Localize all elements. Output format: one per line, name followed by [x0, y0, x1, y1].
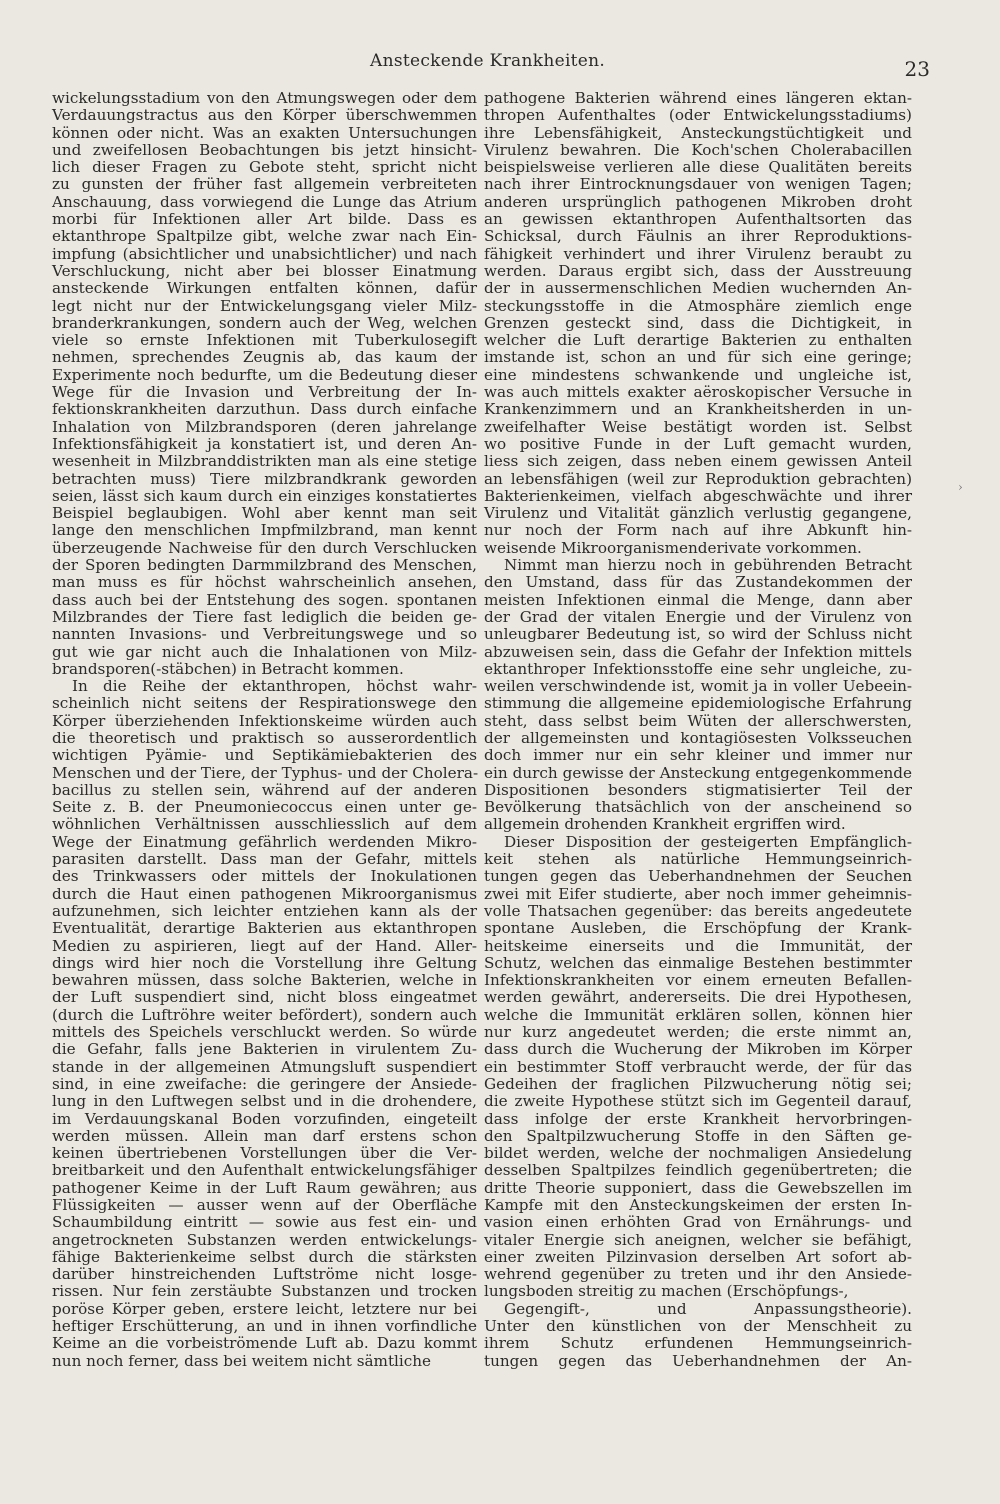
text-line: die Gefahr, falls jene Bakterien in virulentem Zu- — [52, 1040, 477, 1059]
text-line: Flüssigkeiten — ausser wenn auf der Oberfläche — [52, 1196, 477, 1214]
text-line: volle Thatsachen gegenüber: das bereits angedeutete — [484, 901, 912, 920]
text-line: nannten Invasions- und Verbreitungswege und so — [52, 625, 477, 644]
text-line: Gegengift-, und Anpassungstheorie). — [504, 1299, 912, 1318]
text-line: können oder nicht. Was an exakten Untersuchungen — [52, 123, 477, 142]
text-line: ihre Lebensfähigkeit, Ansteckungstüchtigkeit und — [484, 123, 912, 142]
text-line: der allgemeinsten und kontagiösesten Volksseuchen — [484, 728, 912, 747]
text-line: dass durch die Wucherung der Mikroben im Körper — [484, 1040, 912, 1059]
text-line: Unter den künstlichen von der Menschheit zu — [484, 1317, 912, 1336]
text-line: zwei mit Eifer studierte, aber noch immer geheimnis- — [484, 884, 912, 903]
text-line: nur noch der Form nach auf ihre Abkunft hin- — [484, 521, 912, 540]
text-line: breitbarkeit und den Aufenthalt entwickelungsfähiger — [52, 1161, 477, 1180]
text-line: Menschen und der Tiere, der Typhus- und der Cholera- — [52, 763, 479, 782]
text-line: viele so ernste Infektionen mit Tuberkulosegift — [52, 331, 477, 350]
text-line: des Trinkwassers oder mittels der Inokulationen — [52, 867, 477, 886]
text-line: angetrockneten Substanzen werden entwickelungs- — [52, 1230, 477, 1249]
text-line: Bevölkerung thatsächlich von der anscheinend so — [484, 798, 912, 817]
text-line: lich dieser Fragen zu Gebote steht, spricht nicht — [52, 158, 477, 177]
text-line: Kampfe mit den Ansteckungskeimen der ersten In- — [484, 1196, 912, 1214]
text-line: Dispositionen besonders stigmatisierter Teil der — [484, 780, 912, 799]
text-line: Grenzen gesteckt sind, dass die Dichtigkeit, in — [484, 313, 912, 332]
text-line: Schaumbildung eintritt — sowie aus fest ein- und — [52, 1213, 477, 1232]
text-line: anderen ursprünglich pathogenen Mikroben droht — [484, 192, 912, 211]
text-line: unleugbarer Bedeutung ist, so wird der Schluss nicht — [484, 625, 912, 644]
text-line: legt nicht nur der Entwickelungsgang vieler Milz- — [52, 296, 477, 315]
text-line: Eventualität, derartige Bakterien aus ektanthropen — [52, 919, 477, 938]
text-line: bacillus zu stellen sein, während auf der anderen — [52, 780, 477, 799]
text-line: keinen übertriebenen Vorstellungen über die Ver- — [52, 1144, 477, 1163]
text-line: zu gunsten der früher fast allgemein verbreiteten — [52, 175, 477, 194]
right-text-column — [484, 90, 912, 1370]
text-line: Keime an die vorbeiströmende Luft ab. Dazu kommt — [52, 1334, 477, 1353]
text-line: imstande ist, schon an und für sich eine geringe; — [484, 348, 912, 367]
text-line: Wege der Einatmung gefährlich werdenden Mikro- — [52, 832, 477, 851]
text-line: rissen. Nur fein zerstäubte Substanzen und trocken — [52, 1282, 477, 1301]
text-line: brandsporen(-stäbchen) in Betracht kommen. — [52, 659, 404, 678]
text-line: welcher die Luft derartige Bakterien zu enthalten — [484, 331, 912, 350]
text-line: fähige Bakterienkeime selbst durch die stärksten — [52, 1247, 477, 1266]
text-line: werden. Daraus ergibt sich, dass der Ausstreuung — [484, 261, 912, 280]
text-line: heftiger Erschütterung, an und in ihnen vorfindliche — [52, 1317, 477, 1336]
text-line: aufzunehmen, sich leichter entziehen kann als der — [52, 901, 477, 920]
text-line: Gedeihen der fraglichen Pilzwucherung nötig sei; — [484, 1074, 912, 1093]
text-line: dings wird hier noch die Vorstellung ihre Geltung — [52, 953, 477, 972]
text-line: wehrend gegenüber zu treten und ihr den Ansiede- — [484, 1265, 912, 1284]
text-line: tungen gegen das Ueberhandnehmen der An- — [484, 1351, 912, 1370]
text-line: werden gewährt, andererseits. Die drei Hypothesen, — [484, 988, 912, 1007]
text-line: liess sich zeigen, dass neben einem gewissen Anteil — [484, 452, 912, 471]
text-line: nur kurz angedeutet werden; die erste nimmt an, — [484, 1023, 912, 1042]
text-line: an lebensfähigen (weil zur Reproduktion gebrachten) — [484, 469, 912, 488]
text-line: wesenheit in Milzbranddistrikten man als eine stetige — [52, 452, 477, 471]
text-line: allgemein drohenden Krankheit ergriffen wird. — [484, 815, 846, 834]
text-line: steckungsstoffe in die Atmosphäre ziemlich enge — [484, 296, 912, 315]
text-line: heitskeime einerseits und die Immunität, der — [484, 936, 912, 955]
text-line: ansteckende Wirkungen entfalten können, dafür — [52, 279, 477, 298]
text-line: Schutz, welchen das einmalige Bestehen bestimmter — [484, 953, 912, 972]
text-line: die theoretisch und praktisch so ausserordentlich — [52, 728, 477, 747]
running-header-title: Ansteckende Krankheiten. — [370, 51, 606, 71]
text-line: wo positive Funde in der Luft gemacht wurden, — [484, 434, 912, 453]
text-line: Krankenzimmern und an Krankheitsherden in un- — [484, 400, 912, 419]
text-line: durch die Haut einen pathogenen Mikroorganismus — [52, 884, 477, 903]
text-line: lung in den Luftwegen selbst und in die drohendere, — [52, 1092, 477, 1111]
text-line: wichtigen Pyämie- und Septikämiebakterien des — [52, 746, 477, 765]
text-line: weilen verschwindende ist, womit ja in voller Uebeein- — [484, 677, 912, 696]
text-line: an gewissen ektanthropen Aufenthaltsorten das — [484, 210, 912, 229]
text-line: Anschauung, dass vorwiegend die Lunge das Atrium — [52, 192, 477, 211]
text-line: fähigkeit verhindert und ihrer Virulenz beraubt zu — [484, 244, 912, 263]
text-line: Verschluckung, nicht aber bei blosser Einatmung — [52, 261, 477, 280]
text-line: wöhnlichen Verhältnissen ausschliesslich auf dem — [52, 815, 477, 834]
text-line: sind, in eine zweifache: die geringere der Ansiede- — [52, 1074, 477, 1093]
text-line: pathogener Keime in der Luft Raum gewähren; aus — [52, 1178, 477, 1197]
text-line: ihrem Schutz erfundenen Hemmungseinrich- — [484, 1334, 912, 1353]
text-line: zweifelhafter Weise bestätigt worden ist. Selbst — [484, 417, 912, 436]
text-line: beispielsweise verlieren alle diese Qualitäten bereits — [484, 158, 912, 177]
text-line: eine mindestens schwankende und ungleiche ist, — [484, 365, 912, 384]
text-line: scheinlich nicht seitens der Respirationswege den — [52, 694, 477, 713]
text-line: Virulenz bewahren. Die Koch'schen Cholerabacillen — [484, 140, 912, 159]
text-line: Schicksal, durch Fäulnis an ihrer Reproduktions- — [484, 227, 912, 246]
text-line: ektanthroper Infektionsstoffe eine sehr ungleiche, zu- — [484, 659, 912, 678]
text-line: Wege für die Invasion und Verbreitung der In- — [52, 383, 477, 402]
text-line: was auch mittels exakter aëroskopischer Versuche in — [484, 383, 912, 402]
text-line: der Sporen bedingten Darmmilzbrand des Menschen, — [52, 556, 477, 575]
text-line: spontane Ausleben, die Erschöpfung der Krank- — [484, 919, 912, 938]
text-line: Inhalation von Milzbrandsporen (deren jahrelange — [52, 417, 477, 436]
text-line: den Spaltpilzwucherung Stoffe in den Säften ge- — [484, 1126, 912, 1145]
left-text-column — [52, 90, 477, 1370]
text-line: Medien zu aspirieren, liegt auf der Hand. Aller- — [52, 936, 477, 955]
text-line: impfung (absichtlicher und unabsichtlicher) und nach — [52, 244, 477, 263]
text-line: In die Reihe der ektanthropen, höchst wahr- — [72, 677, 477, 696]
text-line: Infektionsfähigkeit ja konstatiert ist, und deren An- — [52, 434, 477, 453]
text-line: der Luft suspendiert sind, nicht bloss eingeatmet — [52, 988, 477, 1007]
text-line: seien, lässt sich kaum durch ein einziges konstatiertes — [52, 486, 477, 505]
text-line: im Verdauungskanal Boden vorzufinden, eingeteilt — [52, 1109, 477, 1128]
text-line: Dieser Disposition der gesteigerten Empfänglich- — [504, 832, 912, 851]
text-line: einer zweiten Pilzinvasion derselben Art sofort ab- — [484, 1247, 912, 1266]
text-line: nehmen, sprechendes Zeugnis ab, das kaum der — [52, 348, 477, 367]
text-line: weisende Mikroorganismenderivate vorkommen. — [484, 538, 862, 557]
text-line: nun noch ferner, dass bei weitem nicht sämtliche — [52, 1351, 432, 1370]
text-line: meisten Infektionen einmal die Menge, dann aber — [484, 590, 912, 609]
text-line: Beispiel beglaubigen. Wohl aber kennt man seit — [52, 504, 477, 523]
text-line: Seite z. B. der Pneumoniecoccus einen unter ge- — [52, 798, 477, 817]
text-line: stande in der allgemeinen Atmungsluft suspendiert — [52, 1057, 477, 1076]
text-line: Virulenz und Vitalität gänzlich verlustig gegangene, — [484, 504, 912, 523]
text-line: und zweifellosen Beobachtungen bis jetzt hinsicht- — [52, 140, 477, 159]
text-line: werden müssen. Allein man darf erstens schon — [52, 1126, 477, 1145]
text-line: abzuweisen sein, dass die Gefahr der Infektion mittels — [484, 642, 912, 661]
text-line: ektanthrope Spaltpilze gibt, welche zwar nach Ein- — [52, 227, 477, 246]
text-line: dass infolge der erste Krankheit hervorbringen- — [484, 1109, 912, 1128]
text-line: tungen gegen das Ueberhandnehmen der Seuchen — [484, 867, 912, 886]
text-line: nach ihrer Eintrocknungsdauer von wenigen Tagen; — [484, 175, 912, 194]
text-line: die zweite Hypothese stützt sich im Gegenteil darauf, — [484, 1092, 912, 1111]
text-line: bildet werden, welche der nochmaligen Ansiedelung — [484, 1144, 912, 1163]
text-line: Verdauungstractus aus den Körper überschwemmen — [52, 106, 477, 125]
text-line: desselben Spaltpilzes feindlich gegenübertreten; die — [484, 1161, 912, 1180]
text-line: branderkrankungen, sondern auch der Weg, welchen — [52, 313, 477, 332]
text-line: keit stehen als natürliche Hemmungseinrich- — [484, 850, 912, 869]
text-line: ein durch gewisse der Ansteckung entgegenkommende — [484, 763, 912, 782]
text-line: steht, dass selbst beim Wüten der allerschwersten, — [484, 711, 912, 730]
text-line: Experimente noch bedurfte, um die Bedeutung dieser — [52, 365, 477, 384]
text-line: Milzbrandes der Tiere fast lediglich die beiden ge- — [52, 607, 477, 626]
text-line: morbi für Infektionen aller Art bilde. Dass es — [52, 210, 477, 229]
text-line: stimmung die allgemeine epidemiologische Erfahrung — [484, 694, 912, 713]
text-line: doch immer nur ein sehr kleiner und immer nur — [484, 746, 912, 765]
text-line: gut wie gar nicht auch die Inhalationen von Milz- — [52, 642, 477, 661]
text-line: vasion einen erhöhten Grad von Ernährungs- und — [484, 1213, 912, 1232]
text-line: lungsboden streitig zu machen (Erschöpfungs-, — [484, 1282, 849, 1301]
text-line: ein bestimmter Stoff verbraucht werde, der für das — [484, 1057, 912, 1076]
text-line: poröse Körper geben, erstere leicht, letztere nur bei — [52, 1299, 477, 1318]
text-line: pathogene Bakterien während eines längeren ektan- — [484, 89, 912, 107]
text-line: mittels des Speichels verschluckt werden. So würde — [52, 1023, 477, 1042]
text-line: den Umstand, dass für das Zustandekommen der — [484, 573, 912, 592]
text-line: Bakterienkeimen, vielfach abgeschwächte und ihrer — [484, 486, 912, 505]
text-line: parasiten darstellt. Dass man der Gefahr, mittels — [52, 850, 477, 869]
text-line: Körper überziehenden Infektionskeime würden auch — [52, 711, 477, 730]
text-line: welche die Immunität erklären sollen, können hier — [484, 1005, 912, 1024]
text-line: lange den menschlichen Impfmilzbrand, man kennt — [52, 521, 477, 540]
text-line: der in aussermenschlichen Medien wuchernden An- — [484, 279, 912, 298]
text-line: vitaler Energie sich aneignen, welcher sie befähigt, — [484, 1230, 912, 1249]
text-line: (durch die Luftröhre weiter befördert), sondern auch — [52, 1005, 477, 1024]
margin-mark: › — [958, 480, 963, 494]
text-line: man muss es für höchst wahrscheinlich ansehen, — [52, 573, 477, 592]
text-line: Infektionskrankheiten vor einem erneuten Befallen- — [484, 971, 912, 990]
text-line: thropen Aufenthaltes (oder Entwickelungsstadiums) — [484, 106, 912, 125]
text-line: dass auch bei der Entstehung des sogen. spontanen — [52, 590, 477, 609]
text-line: dritte Theorie supponiert, dass die Gewebszellen im — [484, 1178, 912, 1197]
text-line: bewahren müssen, dass solche Bakterien, welche in — [52, 971, 477, 990]
text-line: Nimmt man hierzu noch in gebührenden Betracht — [504, 556, 912, 575]
text-line: betrachten muss) Tiere milzbrandkrank geworden — [52, 469, 477, 488]
text-line: wickelungsstadium von den Atmungswegen oder dem — [52, 89, 477, 107]
text-line: überzeugende Nachweise für den durch Verschlucken — [52, 538, 477, 557]
text-line: fektionskrankheiten darzuthun. Dass durch einfache — [52, 400, 477, 419]
page-number: 23 — [904, 57, 930, 81]
text-line: der Grad der vitalen Energie und der Virulenz von — [484, 607, 912, 626]
text-line: darüber hinstreichenden Luftströme nicht losge- — [52, 1265, 477, 1284]
